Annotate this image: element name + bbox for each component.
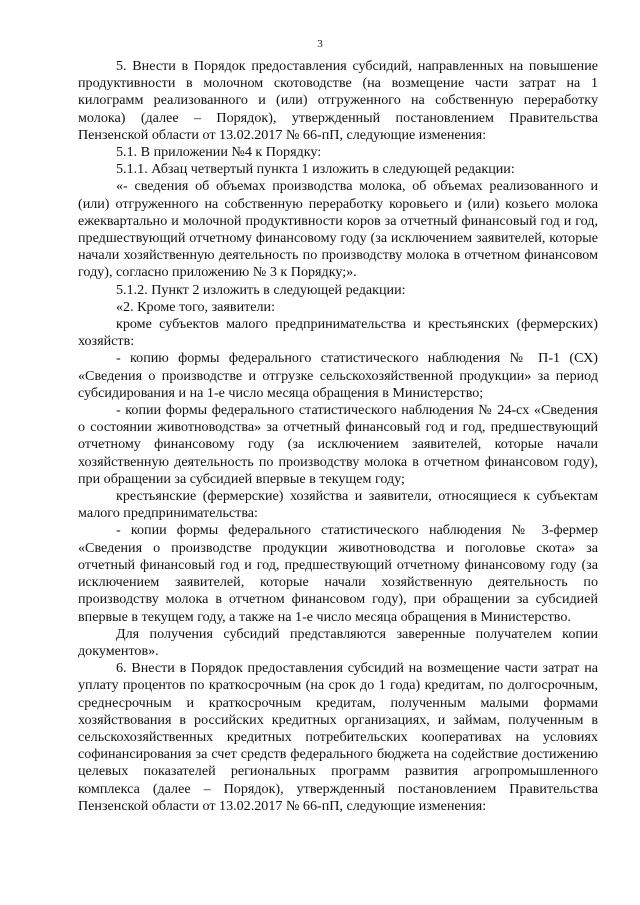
paragraph: 5. Внести в Порядок предоставления субсидий, направленных на повышение продуктивности в молочном скотоводстве (на возмещение части затрат на 1 килограмм реализованного и (или) отгруженного на собственную переработку молока) (далее – Порядок), утвержденный постановлением Правительства Пензенской области от 13.02.2017 № 66-пП, следующие изменения: — [78, 58, 598, 143]
paragraph: Для получения субсидий представляются заверенные получателем копии документов». — [78, 625, 598, 659]
paragraph: кроме субъектов малого предпринимательства и крестьянских (фермерских) хозяйств: — [78, 316, 598, 350]
paragraph: крестьянские (фермерские) хозяйства и заявители, относящиеся к субъектам малого предпринимательства: — [78, 488, 598, 522]
paragraph: - копии формы федерального статистического наблюдения № 24-сх «Сведения о состоянии животноводства» за отчетный финансовый год и год, предшествующий отчетному финансовому году (за исключением заявителей, которые начали хозяйственную деятельность по производству молока в отчетном финансовом году), при обращении за субсидией впервые в текущем году; — [78, 402, 598, 487]
paragraph: 5.1.2. Пункт 2 изложить в следующей редакции: — [116, 281, 406, 298]
paragraph: 5.1. В приложении №4 к Порядку: — [116, 144, 322, 161]
paragraph: 5.1.1. Абзац четвертый пункта 1 изложить в следующей редакции: — [116, 161, 515, 178]
paragraph: - копии формы федерального статистического наблюдения № 3-фермер «Сведения о производстве продукции животноводства и поголовье скота» за отчетный финансовый год и год, предшествующий отчетному финансовому году (за исключением заявителей, которые начали хозяйственную деятельность по производству молока в отчетном финансовом году), при обращении за субсидией впервые в текущем году, а также на 1-е число месяца обращения в Министерство. — [78, 522, 598, 625]
paragraph: «2. Кроме того, заявители: — [116, 298, 276, 315]
document-body — [78, 58, 598, 815]
paragraph: «- сведения об объемах производства молока, об объемах реализованного и (или) отгруженного на собственную переработку коровьего и (или) козьего молока ежеквартально и молочной продуктивности коров за отчетный финансовый год и год, предшествующий отчетному финансовому году (за исключением заявителей, которые начали хозяйственную деятельность по производству молока в отчетном финансовом году), согласно приложению № 3 к Порядку;». — [78, 178, 598, 281]
paragraph: - копию формы федерального статистического наблюдения № П-1 (СХ) «Сведения о производстве и отгрузке сельскохозяйственной продукции» за период субсидирования и на 1-е число месяца обращения в Министерство; — [78, 350, 598, 401]
paragraph: 6. Внести в Порядок предоставления субсидий на возмещение части затрат на уплату процентов по краткосрочным (на срок до 1 года) кредитам, по долгосрочным, среднесрочным и краткосрочным кредитам, полученным малыми формами хозяйствования в российских кредитных организациях, и займам, полученным в сельскохозяйственных кредитных потребительских кооперативах на условиях софинансирования за счет средств федерального бюджета на содействие достижению целевых показателей региональных программ развития агропромышленного комплекса (далее – Порядок), утвержденный постановлением Правительства Пензенской области от 13.02.2017 № 66-пП, следующие изменения: — [78, 660, 598, 814]
page-number: 3 — [317, 38, 323, 50]
